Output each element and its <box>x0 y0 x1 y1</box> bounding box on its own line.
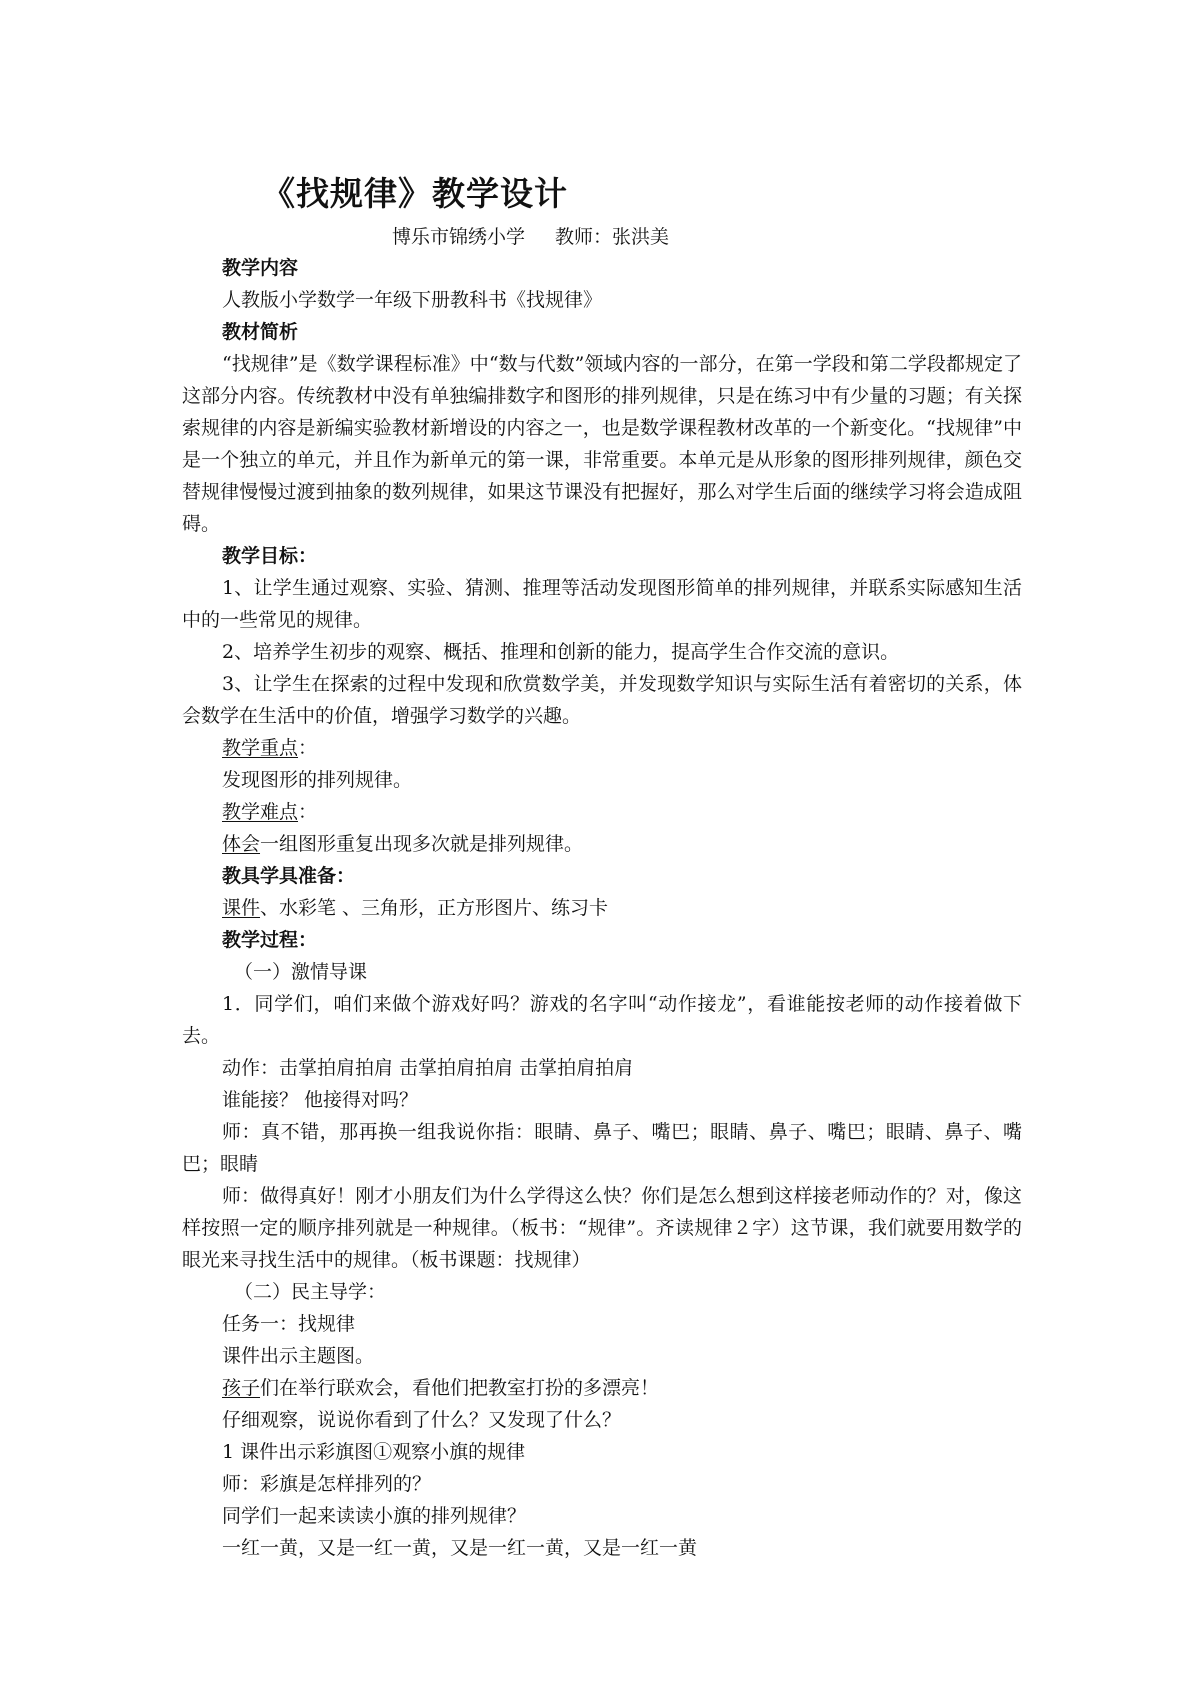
analysis-paragraph: “找规律”是《数学课程标准》中“数与代数”领域内容的一部分，在第一学段和第二学段都规定了这部分内容。传统教材中没有单独编排数字和图形的排列规律，只是在练习中有少量的习题；有关探索规律的内容是新编实验教材新增设的内容之一，也是数学课程教材改革的一个新变化。“找规律”中是一个独立的单元，并且作为新单元的第一课，非常重要。本单元是从形象的图形排列规律，颜色交替规律慢慢过渡到抽象的数列规律，如果这节课没有把握好，那么对学生后面的继续学习将会造成阻碍。 <box>182 353 1022 535</box>
tools-underlined: 课件 <box>222 897 261 919</box>
key-point-colon: ： <box>298 737 318 759</box>
goal-item-3: 3、让学生在探索的过程中发现和欣赏数学美，并发现数学知识与实际生活有着密切的关系，体会数学在生活中的价值，增强学习数学的兴趣。 <box>182 673 1022 727</box>
key-point-text: 发现图形的排列规律。 <box>222 769 413 791</box>
heading-process: 教学过程： <box>222 929 318 951</box>
task-1-paragraph-5: 师：彩旗是怎样排列的？ <box>222 1473 432 1495</box>
task-1-paragraph-6: 同学们一起来读读小旗的排列规律？ <box>222 1505 527 1527</box>
step-1-paragraph-1: 1．同学们，咱们来做个游戏好吗？游戏的名字叫“动作接龙”，看谁能按老师的动作接着做下去。 <box>182 993 1022 1047</box>
task-1-paragraph-4: 1 课件出示彩旗图①观察小旗的规律 <box>222 1441 526 1463</box>
difficulty-underlined: 体会 <box>222 833 261 855</box>
teacher-name: 教师：张洪美 <box>555 226 670 248</box>
step-1-paragraph-5: 师：做得真好！刚才小朋友们为什么学得这么快？你们是怎么想到这样接老师动作的？对，像这样按照一定的顺序排列就是一种规律。（板书：“规律”。齐读规律２字）这节课，我们就要用数学的眼光来寻找生活中的规律。（板书课题：找规律） <box>182 1185 1022 1271</box>
step-1-heading: （一）激情导课 <box>234 961 368 983</box>
heading-difficulty <box>182 796 1022 828</box>
goal-item-2: 2、培养学生初步的观察、概括、推理和创新的能力，提高学生合作交流的意识。 <box>222 641 900 663</box>
document-title: 《找规律》教学设计 <box>262 174 568 213</box>
document-body <box>182 252 1022 1564</box>
content-text: 人教版小学数学一年级下册教科书《找规律》 <box>222 289 603 311</box>
tools-text <box>182 892 1022 924</box>
task-1-rest: 们在举行联欢会，看他们把教室打扮的多漂亮！ <box>260 1377 660 1399</box>
difficulty-rest: 一组图形重复出现多次就是排列规律。 <box>260 833 584 855</box>
heading-analysis: 教材简析 <box>222 321 299 343</box>
heading-tools: 教具学具准备： <box>222 865 356 887</box>
key-point-label: 教学重点 <box>222 737 299 759</box>
task-1-underlined: 孩子 <box>222 1377 261 1399</box>
task-1-paragraph-2 <box>182 1372 1022 1404</box>
step-2-heading: （二）民主导学： <box>234 1281 387 1303</box>
step-1-paragraph-4: 师：真不错，那再换一组我说你指：眼睛、鼻子、嘴巴；眼睛、鼻子、嘴巴；眼睛、鼻子、嘴巴；眼睛 <box>182 1121 1022 1175</box>
task-1-paragraph-1: 课件出示主题图。 <box>222 1345 375 1367</box>
heading-goals: 教学目标： <box>222 545 318 567</box>
goal-item-1: 1、让学生通过观察、实验、猜测、推理等活动发现图形简单的排列规律，并联系实际感知生活中的一些常见的规律。 <box>182 577 1022 631</box>
difficulty-text <box>182 828 1022 860</box>
step-1-paragraph-3: 谁能接？ 他接得对吗？ <box>222 1089 419 1111</box>
difficulty-label: 教学难点 <box>222 801 299 823</box>
heading-content: 教学内容 <box>222 257 299 279</box>
step-1-paragraph-2: 动作：击掌拍肩拍肩 击掌拍肩拍肩 击掌拍肩拍肩 <box>222 1057 634 1079</box>
task-1-heading: 任务一：找规律 <box>222 1313 356 1335</box>
byline <box>392 222 669 249</box>
task-1-paragraph-7: 一红一黄，又是一红一黄，又是一红一黄，又是一红一黄 <box>222 1537 698 1559</box>
difficulty-colon: ： <box>298 801 318 823</box>
task-1-paragraph-3: 仔细观察，说说你看到了什么？又发现了什么？ <box>222 1409 622 1431</box>
tools-rest: 、水彩笔 、三角形，正方形图片、练习卡 <box>260 897 609 919</box>
school-name: 博乐市锦绣小学 <box>392 226 526 248</box>
heading-key-point <box>182 732 1022 764</box>
